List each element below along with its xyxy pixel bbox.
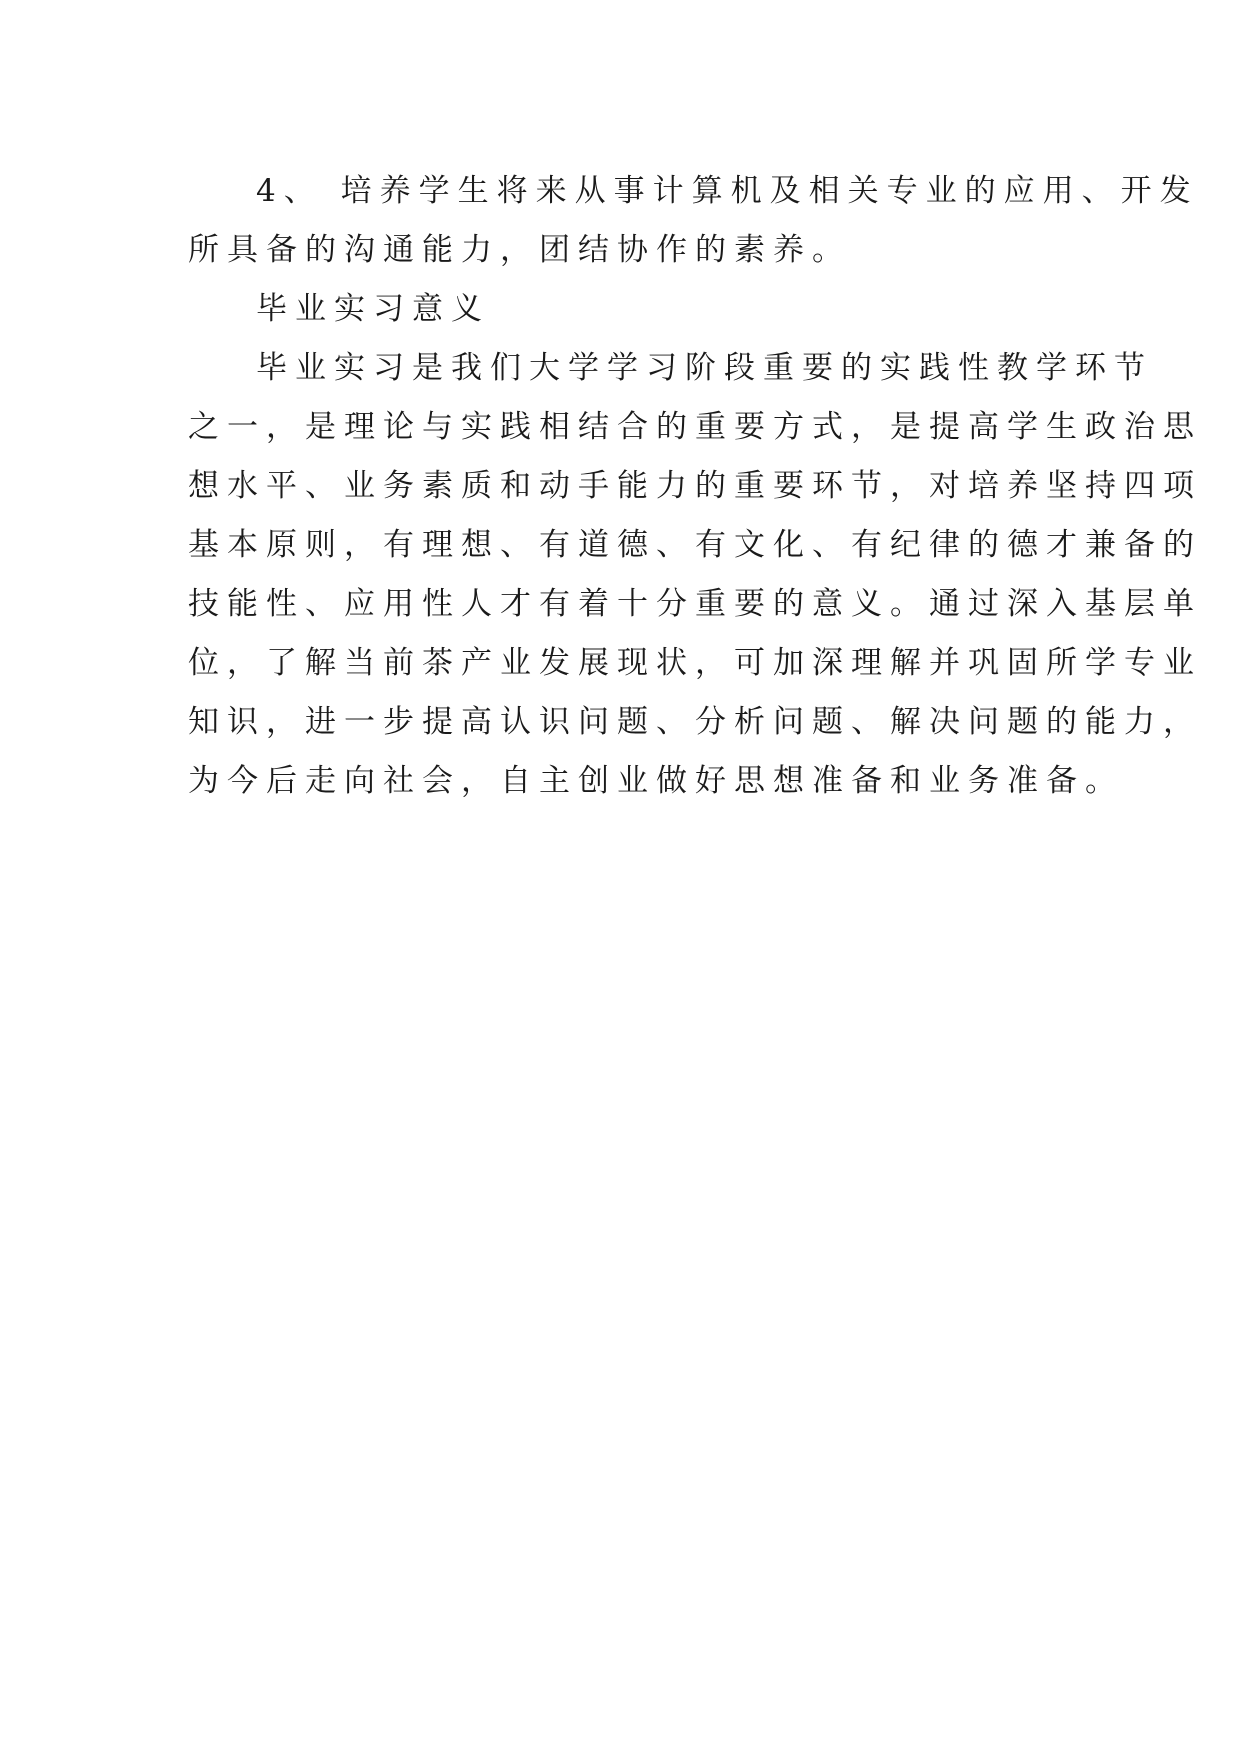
body-paragraph — [188, 339, 1202, 811]
body-line: 基本原则，有理想、有道德、有文化、有纪律的德才兼备的 — [188, 527, 1202, 563]
item-4-paragraph — [188, 162, 1199, 280]
body-line: 毕业实习是我们大学学习阶段重要的实践性教学环节 — [256, 350, 1153, 386]
body-line: 技能性、应用性人才有着十分重要的意义。通过深入基层单 — [188, 586, 1202, 622]
body-line: 知识，进一步提高认识问题、分析问题、解决问题的能力， — [188, 704, 1202, 740]
item-4-line-1: 4、 培养学生将来从事计算机及相关专业的应用、开发 — [256, 173, 1199, 209]
item-4-line-2: 所具备的沟通能力，团结协作的素养。 — [188, 232, 851, 268]
section-heading — [188, 280, 1068, 339]
document-body — [188, 162, 1202, 811]
body-line: 想水平、业务素质和动手能力的重要环节，对培养坚持四项 — [188, 468, 1202, 504]
section-heading-text: 毕业实习意义 — [256, 291, 490, 327]
body-line: 为今后走向社会，自主创业做好思想准备和业务准备。 — [188, 763, 1124, 799]
body-line: 位，了解当前茶产业发展现状，可加深理解并巩固所学专业 — [188, 645, 1202, 681]
body-line: 之一，是理论与实践相结合的重要方式，是提高学生政治思 — [188, 409, 1202, 445]
